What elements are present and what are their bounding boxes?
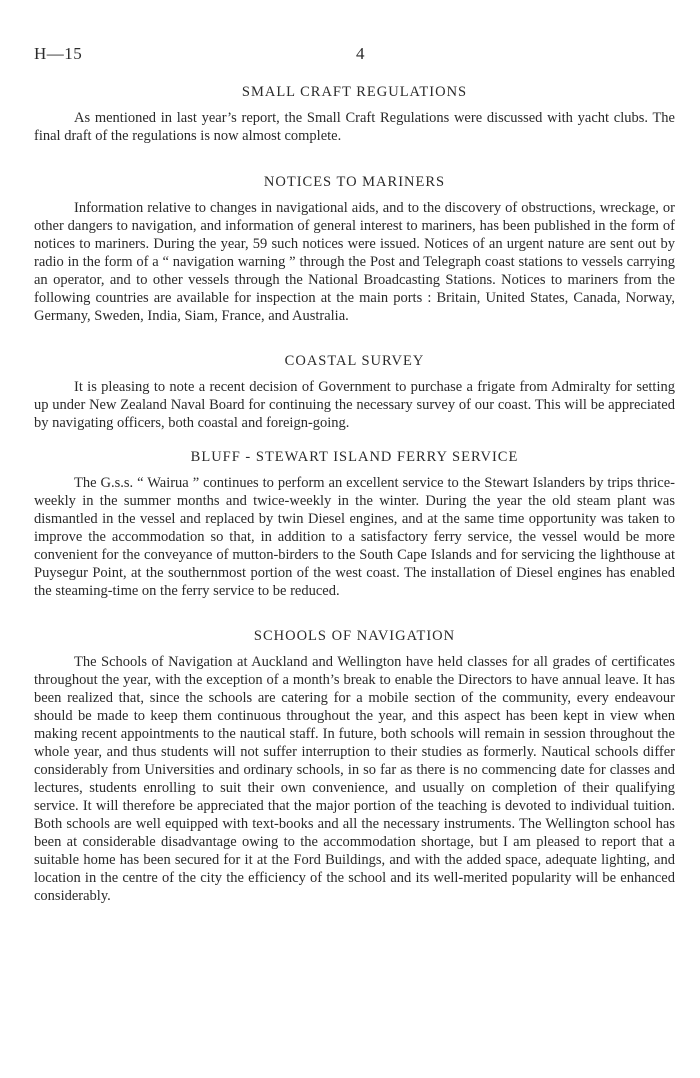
section-heading: BLUFF - STEWART ISLAND FERRY SERVICE xyxy=(190,449,519,465)
section-paragraph: As mentioned in last year’s report, the Small Craft Regulations were discussed with yacht clubs. The final draft of the regulations is now almost complete. xyxy=(34,110,675,144)
page-content xyxy=(34,82,675,905)
page-number: 4 xyxy=(356,44,365,63)
section-paragraph: The G.s.s. “ Wairua ” continues to perform an excellent service to the Stewart Islanders by trips thrice-weekly in the summer months and twice-weekly in the winter. During the year the old steam plant was dismantled in the vessel and replaced by twin Diesel engines, and at the same time opportunity was taken to improve the accommodation so that, in addition to a satisfactory ferry service, the vessel would be more convenient for the conveyance of mutton-birders to the South Cape Islands and for servicing the lighthouse at Puysegur Point, at the southernmost portion of the west coast. The installation of Diesel engines has enabled the steaming-time on the ferry service to be reduced. xyxy=(34,475,675,599)
section-heading: SMALL CRAFT REGULATIONS xyxy=(241,84,468,100)
section-bluff-stewart-island-ferry xyxy=(34,447,675,600)
section-heading: COASTAL SURVEY xyxy=(284,353,425,369)
page-reference: H—15 xyxy=(34,44,83,63)
section-heading: SCHOOLS OF NAVIGATION xyxy=(253,628,456,644)
section-notices-to-mariners xyxy=(34,172,675,325)
section-paragraph: It is pleasing to note a recent decision of Government to purchase a frigate from Admiralty for setting up under New Zealand Naval Board for continuing the necessary survey of our coast. This will be appreciated by navigating officers, both coastal and foreign-going. xyxy=(34,379,675,431)
section-paragraph: Information relative to changes in navigational aids, and to the discovery of obstructions, wreckage, or other dangers to navigation, and information of general interest to mariners, has been published in the form of notices to mariners. During the year, 59 such notices were issued. Notices of an urgent nature are sent out by radio in the form of a “ navigation warning ” through the Post and Telegraph coast stations to vessels carrying an operator, and to other vessels through the National Broadcasting Stations. Notices to mariners from the following countries are available for inspection at the main ports : Britain, United States, Canada, Norway, Germany, Sweden, India, Siam, France, and Australia. xyxy=(34,200,675,324)
section-paragraph: The Schools of Navigation at Auckland and Wellington have held classes for all grades of certificates throughout the year, with the exception of a month’s break to enable the Directors to have annual leave. It has been realized that, since the schools are catering for a mobile section of the community, every endeavour should be made to keep them continuous throughout the year, and this aspect has been kept in view when making recent appointments to the nautical staff. In future, both schools will remain in session throughout the whole year, and thus students will not suffer interruption to their studies as formerly. Nautical schools differ considerably from Universities and ordinary schools, in so far as there is no commencing date for classes and lectures, students enrolling to suit their own convenience, and usually on completion of their qualifying service. It will therefore be appreciated that the major portion of the teaching is devoted to individual tuition. Both schools are well equipped with text-books and all the necessary instruments. The Wellington school has been at considerable disadvantage owing to the accommodation shortage, but I am pleased to report that a suitable home has been secured for it at the Ford Buildings, and with the added space, adequate lighting, and location in the centre of the city the efficiency of the school and its well-merited popularity will be enhanced considerably. xyxy=(34,654,675,904)
section-heading: NOTICES TO MARINERS xyxy=(263,174,446,190)
section-coastal-survey xyxy=(34,351,675,432)
section-schools-of-navigation xyxy=(34,626,675,905)
section-small-craft-regulations xyxy=(34,82,675,145)
